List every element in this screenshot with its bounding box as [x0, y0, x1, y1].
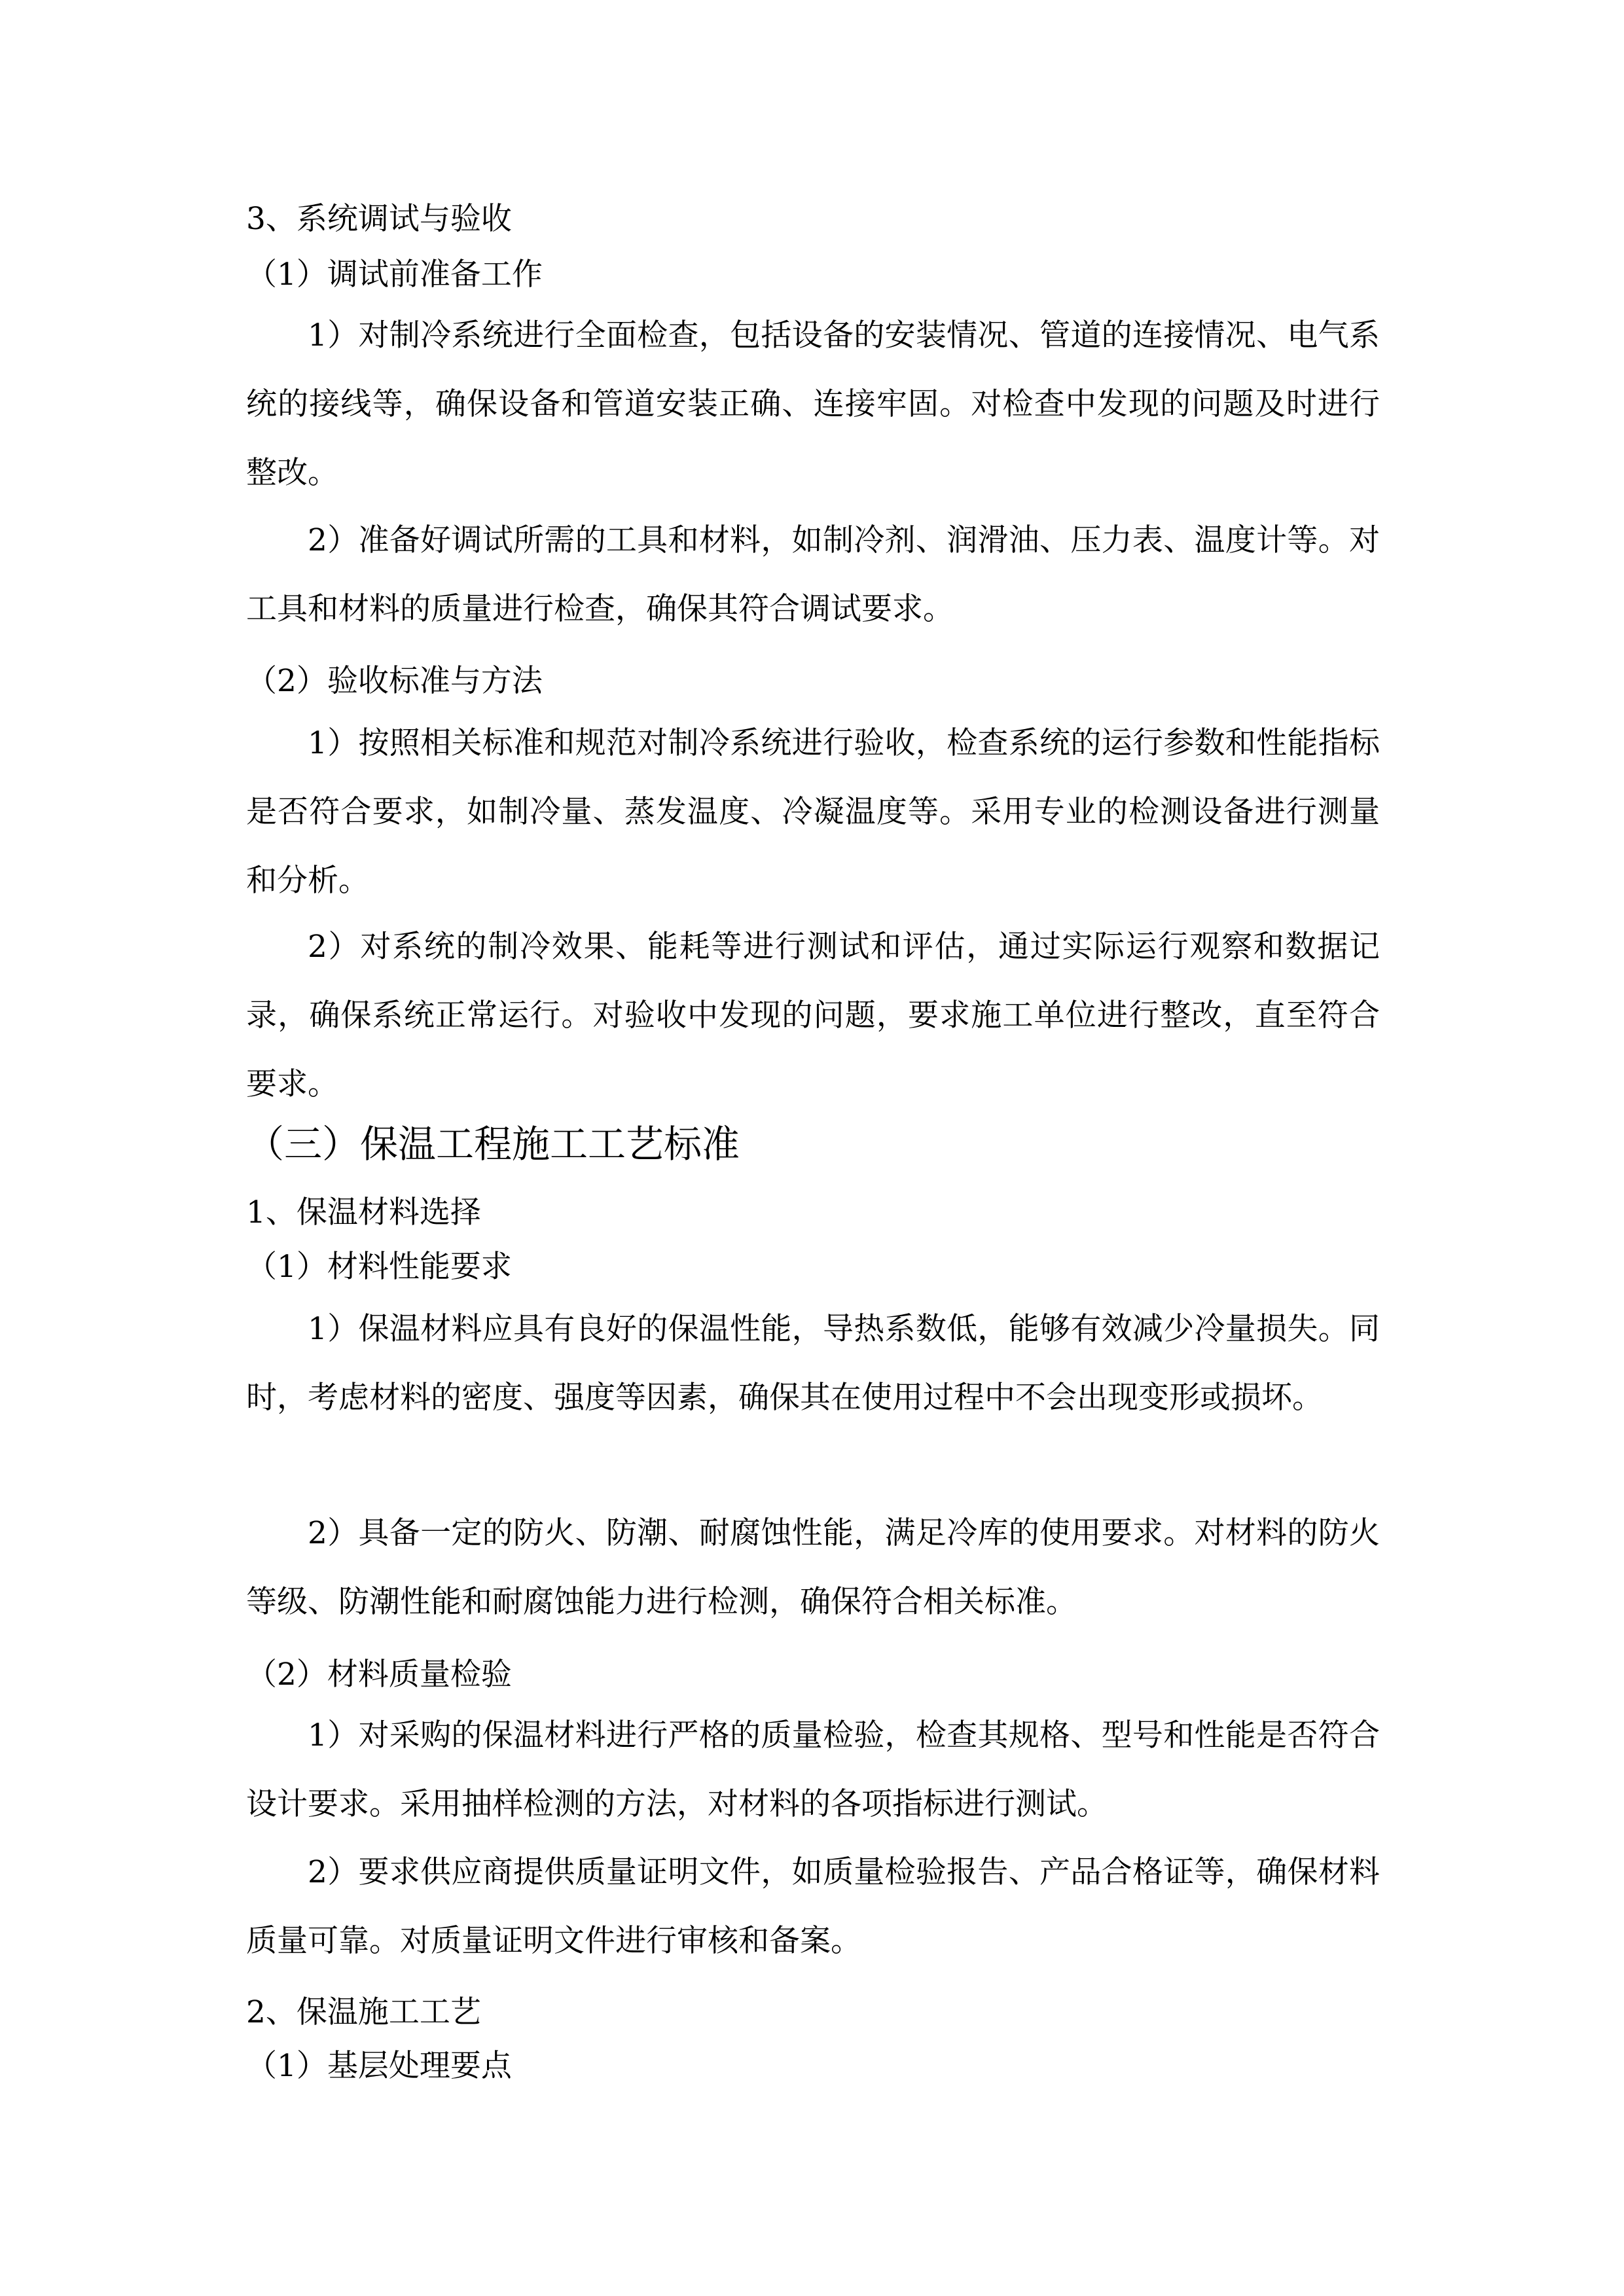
paragraph: 2）对系统的制冷效果、能耗等进行测试和评估，通过实际运行观察和数据记录，确保系统正常运行。对验收中发现的问题，要求施工单位进行整改，直至符合要求。: [246, 929, 1380, 1102]
paragraph: 1）对采购的保温材料进行严格的质量检验，检查其规格、型号和性能是否符合设计要求。采用抽样检测的方法，对材料的各项指标进行测试。: [246, 1717, 1380, 1822]
paragraph: 1）保温材料应具有良好的保温性能，导热系数低，能够有效减少冷量损失。同时，考虑材料的密度、强度等因素，确保其在使用过程中不会出现变形或损坏。: [246, 1311, 1380, 1416]
heading-pre-debug-preparation: （1）调试前准备工作: [246, 257, 543, 293]
heading-acceptance-standards: （2）验收标准与方法: [246, 663, 543, 699]
paragraph: 2）准备好调试所需的工具和材料，如制冷剂、润滑油、压力表、温度计等。对工具和材料的质量进行检查，确保其符合调试要求。: [246, 522, 1380, 627]
heading-material-quality-inspection: （2）材料质量检验: [246, 1657, 512, 1693]
heading-insulation-section: （三）保温工程施工工艺标准: [246, 1122, 740, 1166]
paragraph: 1）对制冷系统进行全面检查，包括设备的安装情况、管道的连接情况、电气系统的接线等，确保设备和管道安装正确、连接牢固。对检查中发现的问题及时进行整改。: [246, 317, 1380, 491]
heading-insulation-material-selection: 1、保温材料选择: [246, 1194, 481, 1230]
paragraph: 2）要求供应商提供质量证明文件，如质量检验报告、产品合格证等，确保材料质量可靠。对质量证明文件进行审核和备案。: [246, 1854, 1380, 1959]
heading-material-performance: （1）材料性能要求: [246, 1249, 512, 1285]
heading-system-debug-acceptance: 3、系统调试与验收: [246, 201, 512, 237]
paragraph: 1）按照相关标准和规范对制冷系统进行验收，检查系统的运行参数和性能指标是否符合要求，如制冷量、蒸发温度、冷凝温度等。采用专业的检测设备进行测量和分析。: [246, 725, 1380, 899]
heading-base-treatment: （1）基层处理要点: [246, 2048, 512, 2084]
heading-insulation-construction: 2、保温施工工艺: [246, 1994, 481, 2030]
paragraph: 2）具备一定的防火、防潮、耐腐蚀性能，满足冷库的使用要求。对材料的防火等级、防潮性能和耐腐蚀能力进行检测，确保符合相关标准。: [246, 1515, 1380, 1620]
